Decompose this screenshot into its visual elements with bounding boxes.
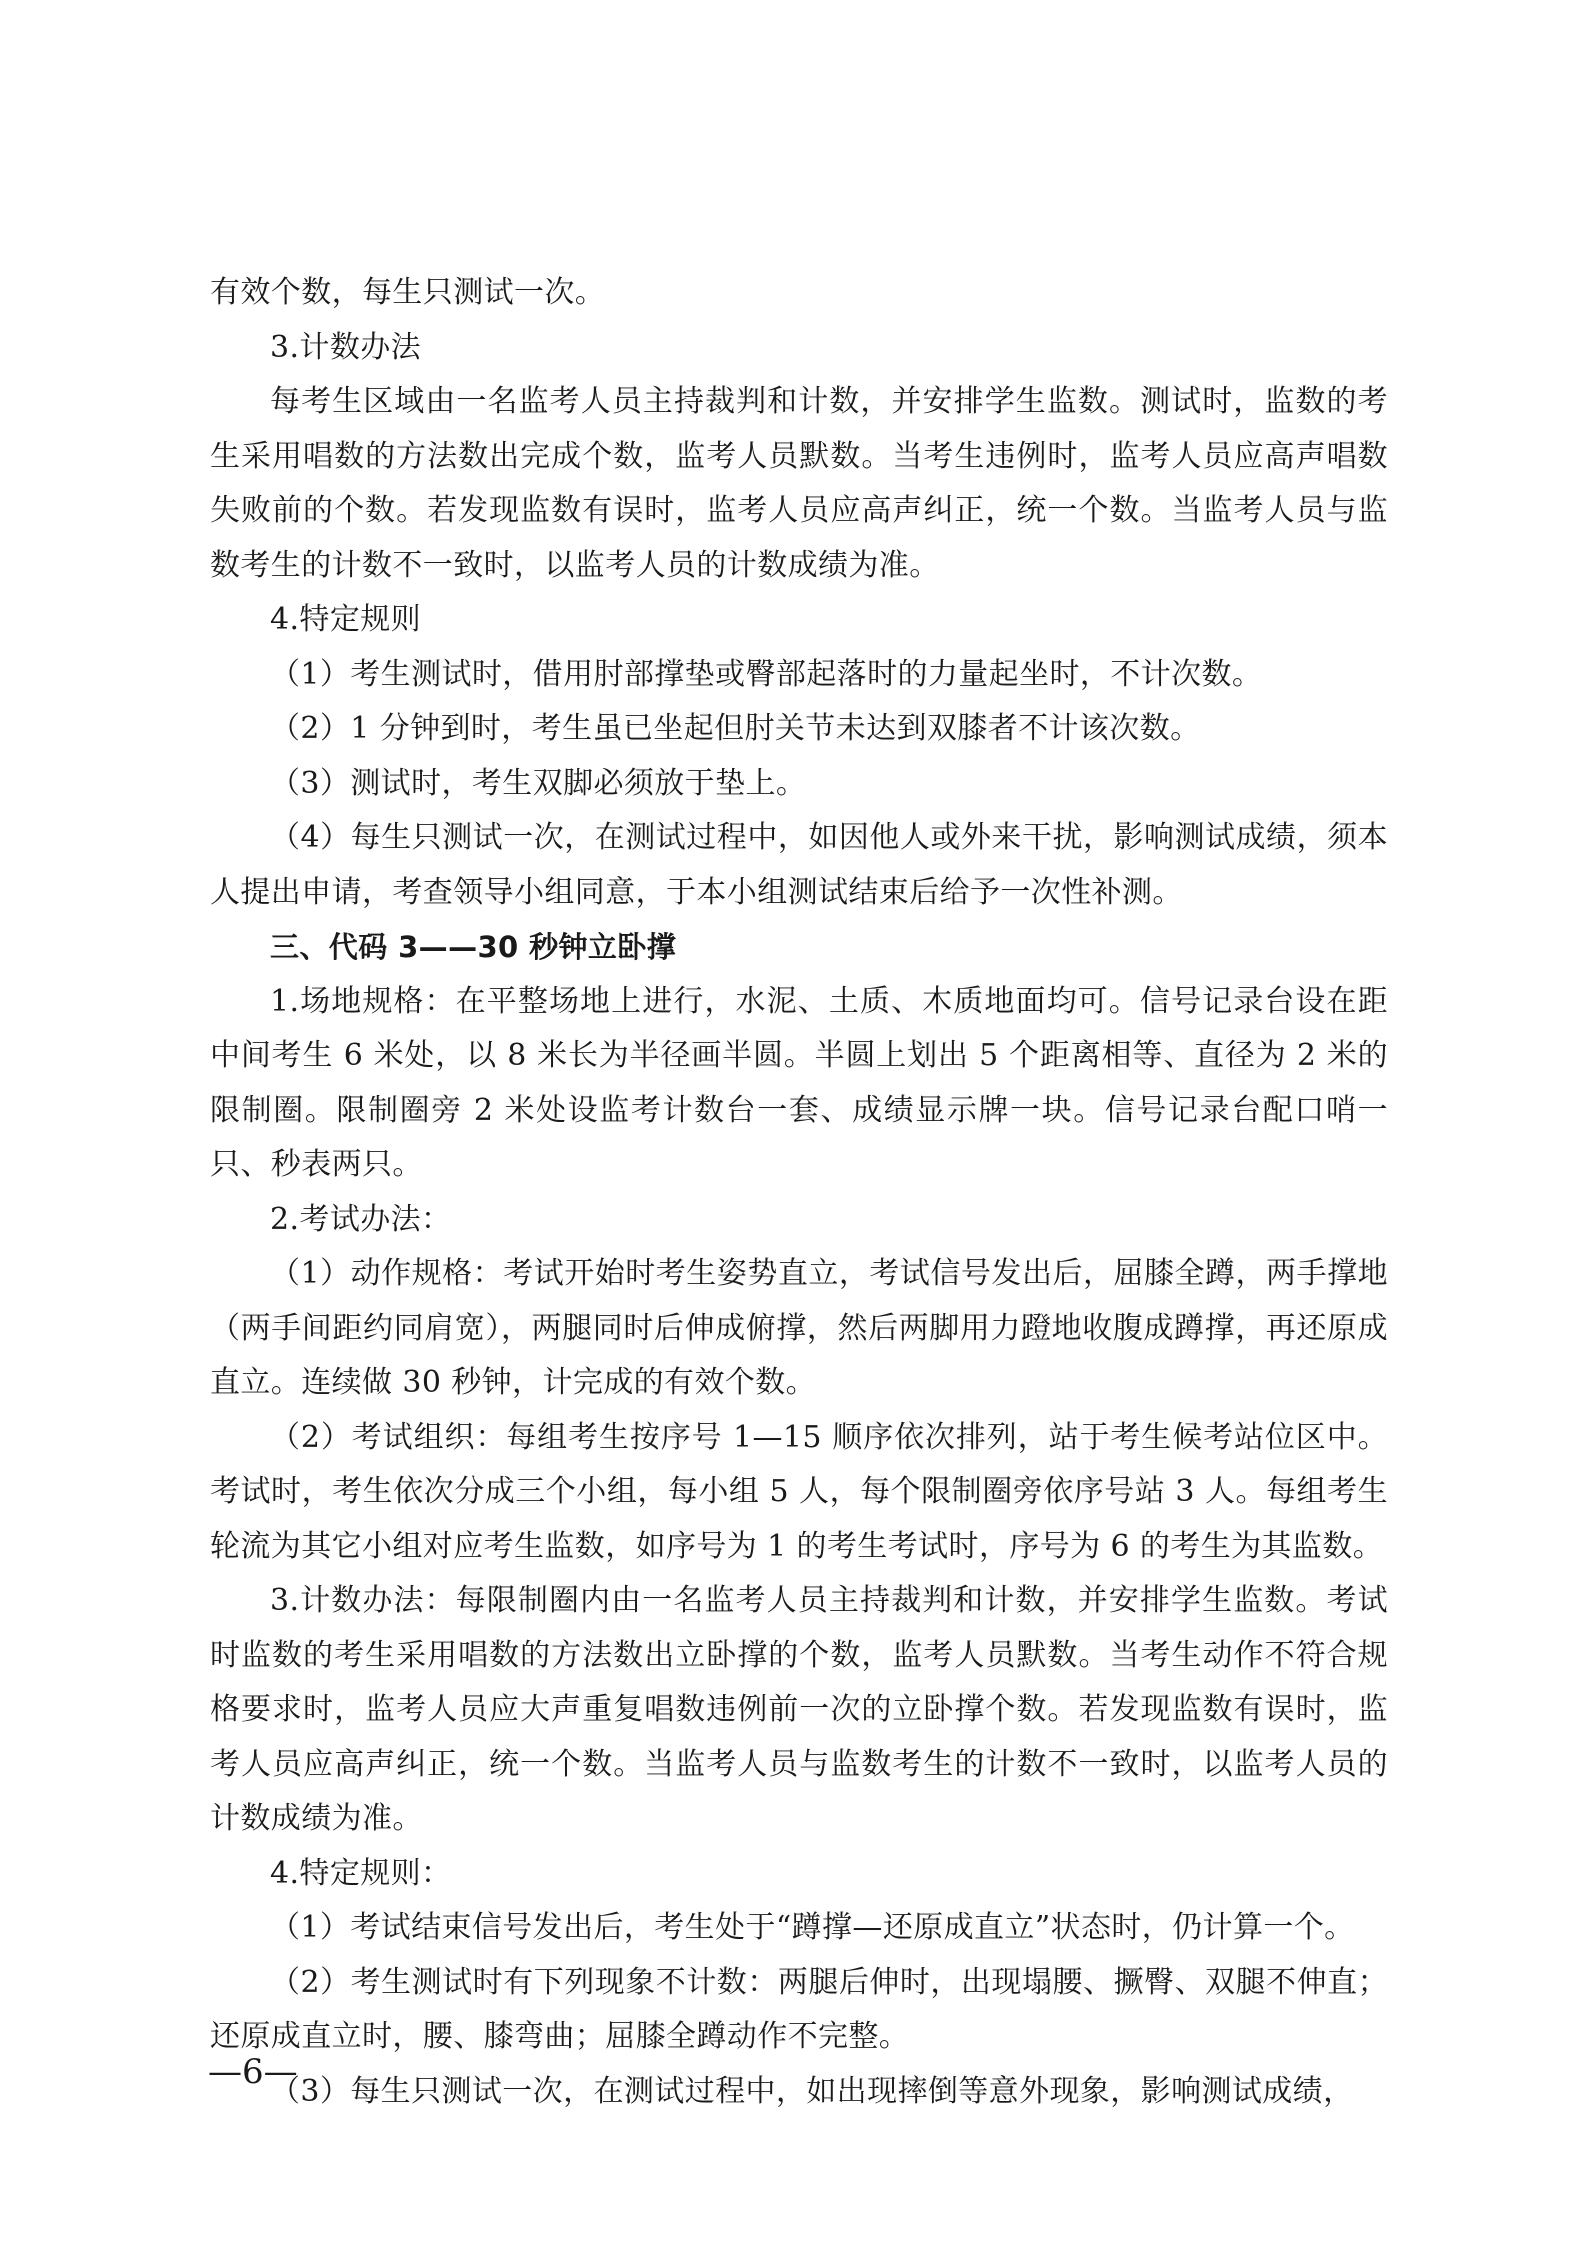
paragraph-special-rules-heading: 4.特定规则 [270, 602, 422, 637]
paragraph-continuation: 有效个数，每生只测试一次。 [210, 275, 606, 310]
paragraph-movement-spec: （1）动作规格：考试开始时考生姿势直立，考试信号发出后，屈膝全蹲，两手撑地（两手间距约同肩宽），两腿同时后伸成俯撑，然后两脚用力蹬地收腹成蹲撑，再还原成直立。连续做 30 秒钟，计完成的有效个数。 [210, 1256, 1388, 1400]
paragraph-exam-method-heading: 2.考试办法： [270, 1201, 452, 1237]
paragraph-rule-2-3: （3）每生只测试一次，在测试过程中，如出现摔倒等意外现象，影响测试成绩， [270, 2073, 1354, 2109]
paragraph-exam-organization: （2）考试组织：每组考生按序号 1—15 顺序依次排列，站于考生候考站位区中。考试时，考生依次分成三个小组，每小组 5 人，每个限制圈旁依序号站 3 人。每组考生轮流为其它小组对应考生监数，如序号为 1 的考生考试时，序号为 6 的考生为其监数。 [210, 1419, 1388, 1564]
page-number: —6— [208, 2052, 298, 2092]
document-body [210, 266, 1388, 2119]
paragraph-counting-method-2: 3.计数办法：每限制圈内由一名监考人员主持裁判和计数，并安排学生监数。考试时监数的考生采用唱数的方法数出立卧撑的个数，监考人员默数。当考生动作不符合规格要求时，监考人员应大声重复唱数违例前一次的立卧撑个数。若发现监数有误时，监考人员应高声纠正，统一个数。当监考人员与监数考生的计数不一致时，以监考人员的计数成绩为准。 [210, 1583, 1388, 1836]
paragraph-rule-3: （3）测试时，考生双脚必须放于垫上。 [270, 765, 807, 801]
paragraph-rule-4: （4）每生只测试一次，在测试过程中，如因他人或外来干扰，影响测试成绩，须本人提出申请，考查领导小组同意，于本小组测试结束后给予一次性补测。 [210, 820, 1388, 910]
paragraph-rule-1: （1）考生测试时，借用肘部撑垫或臀部起落时的力量起坐时，不计次数。 [270, 656, 1263, 692]
paragraph-counting-method-heading: 3.计数办法 [270, 329, 422, 365]
paragraph-rule-2-2: （2）考生测试时有下列现象不计数：两腿后伸时，出现塌腰、撅臀、双腿不伸直；还原成直立时，腰、膝弯曲；屈膝全蹲动作不完整。 [210, 1964, 1388, 2054]
paragraph-special-rules-heading-2: 4.特定规则： [270, 1855, 452, 1891]
section-heading: 三、代码 3——30 秒钟立卧撑 [270, 930, 677, 964]
paragraph-counting-method: 每考生区域由一名监考人员主持裁判和计数，并安排学生监数。测试时，监数的考生采用唱数的方法数出完成个数，监考人员默数。当考生违例时，监考人员应高声唱数失败前的个数。若发现监数有误时，监考人员应高声纠正，统一个数。当监考人员与监数考生的计数不一致时，以监考人员的计数成绩为准。 [210, 384, 1388, 583]
paragraph-rule-2: （2）1 分钟到时，考生虽已坐起但肘关节未达到双膝者不计该次数。 [270, 711, 1201, 746]
paragraph-rule-2-1: （1）考试结束信号发出后，考生处于“蹲撑—还原成直立”状态时，仍计算一个。 [270, 1910, 1355, 1945]
paragraph-venue-spec: 1.场地规格：在平整场地上进行，水泥、土质、木质地面均可。信号记录台设在距中间考生 6 米处，以 8 米长为半径画半圆。半圆上划出 5 个距离相等、直径为 2 米的限制圈。限制圈旁 2 米处设监考计数台一套、成绩显示牌一块。信号记录台配口哨一只、秒表两只。 [210, 983, 1388, 1182]
